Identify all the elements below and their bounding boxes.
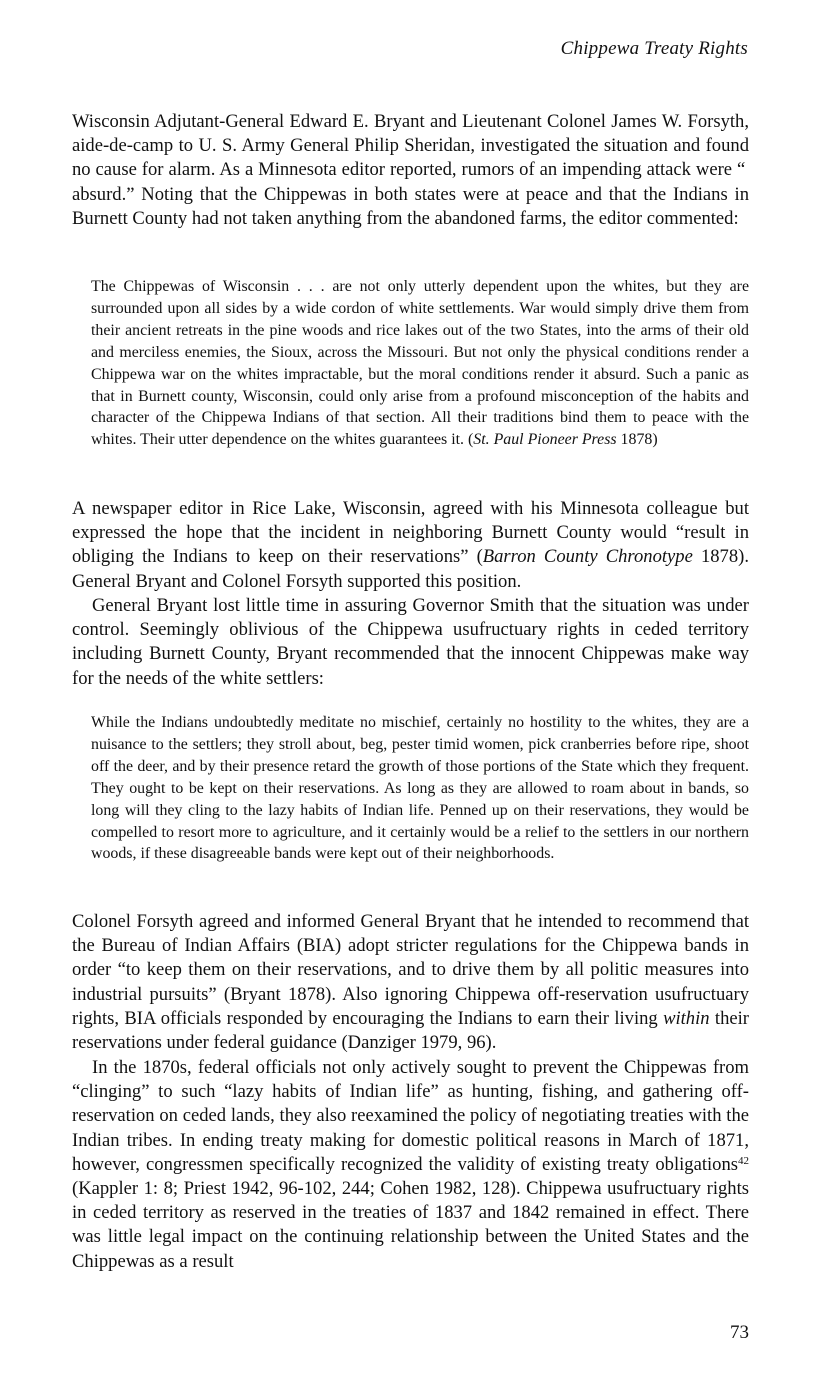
paragraph-4-emphasis: within — [663, 1007, 710, 1029]
block-quote-1 — [91, 276, 749, 451]
paragraph-5-text-end: (Kappler 1: 8; Priest 1942, 96-102, 244; Cohen 1982, 128). Chippewa usufructuary rights in ceded territory as reserved in the treaties of 1837 and 1842 remained in effect. There was little legal impact on the continuing relationship between the United States and the Chippewas as a result — [72, 1178, 749, 1272]
paragraph-3: General Bryant lost little time in assuring Governor Smith that the situation was under control. Seemingly oblivious of the Chippewa usufructuary rights in ceded territory including Burnett County, Bryant recommended that the innocent Chippewas make way for the needs of the white settlers: — [72, 595, 749, 689]
paragraph-2-text: A newspaper editor in Rice Lake, Wisconsin, agreed with his Minnesota colleague but expressed the hope that the incident in neighboring Burnett County would “result in obliging the Indians to keep on their reservations” ( — [72, 498, 749, 568]
footnote-marker-42: 42 — [738, 1154, 749, 1167]
paragraph-4-text-end: their reservations under federal guidance (Danziger 1979, 96). — [72, 1007, 749, 1054]
paragraph-5 — [72, 1056, 749, 1274]
running-head: Chippewa Treaty Rights — [560, 38, 748, 59]
block-quote-1-year: 1878) — [616, 431, 658, 449]
block-quote-2: While the Indians undoubtedly meditate no mischief, certainly no hostility to the whites, they are a nuisance to the settlers; they stroll about, beg, pester timid women, pick cranberries before ripe, shoot off the deer, and by their presence retard the growth of those portions of the State which they frequent. They ought to be kept on their reservations. As long as they are allowed to roam about in bands, so long will they cling to the lazy habits of Indian life. Penned up on their reservations, they would be compelled to resort more to agriculture, and it certainly would be a relief to the settlers in our northern woods, if these disagreeable bands were kept out of their neighborhoods. — [91, 714, 749, 863]
page-number: 73 — [730, 1322, 749, 1343]
paragraph-1: Wisconsin Adjutant-General Edward E. Bryant and Lieutenant Colonel James W. Forsyth, aide-de-camp to U. S. Army General Philip Sheridan, investigated the situation and found no cause for alarm. As a Minnesota editor reported, rumors of an impending attack were “ absurd.” Noting that the Chippewas in both states were at peace and that the Indians in Burnett County had not taken anything from the abandoned farms, the editor commented: — [72, 111, 749, 229]
paragraph-2-citation: Barron County Chronotype — [482, 546, 693, 568]
paragraph-2 — [72, 497, 749, 594]
paragraph-2-text-end: 1878). General Bryant and Colonel Forsyth supported this position. — [72, 546, 749, 592]
block-quote-1-citation: St. Paul Pioneer Press — [473, 431, 617, 449]
paragraph-4-text: Colonel Forsyth agreed and informed General Bryant that he intended to recommend that the Bureau of Indian Affairs (BIA) adopt stricter regulations for the Chippewa bands in order “to keep them on their reservations, and to drive them by all politic measures into industrial pursuits” (Bryant 1878). Also ignoring Chippewa off-reservation usufructuary rights, BIA officials responded by encouraging the Indians to earn their living — [72, 911, 749, 1029]
block-quote-1-text: The Chippewas of Wisconsin . . . are not only utterly dependent upon the whites, but they are surrounded upon all sides by a wide cordon of white settlements. War would simply drive them from their ancient retreats in the pine woods and rice lakes out of the two States, into the arms of their old and merciless enemies, the Sioux, across the Missouri. But not only the physical conditions render a Chippewa war on the whites impractable, but the moral conditions render it absurd. Such a panic as that in Burnett county, Wisconsin, could only arise from a profound misconception of the habits and character of the Chippewa Indians of that section. All their traditions bind them to peace with the whites. Their utter dependence on the whites guarantees it. ( — [91, 278, 749, 449]
paragraph-5-text: In the 1870s, federal officials not only actively sought to prevent the Chippewas from “clinging” to such “lazy habits of Indian life” as hunting, fishing, and gathering off-reservation on ceded lands, they also reexamined the policy of negotiating treaties with the Indian tribes. In ending treaty making for domestic political reasons in March of 1871, however, congressmen specifically recognized the validity of existing treaty obligations — [72, 1057, 749, 1175]
paragraph-4 — [72, 910, 749, 1055]
